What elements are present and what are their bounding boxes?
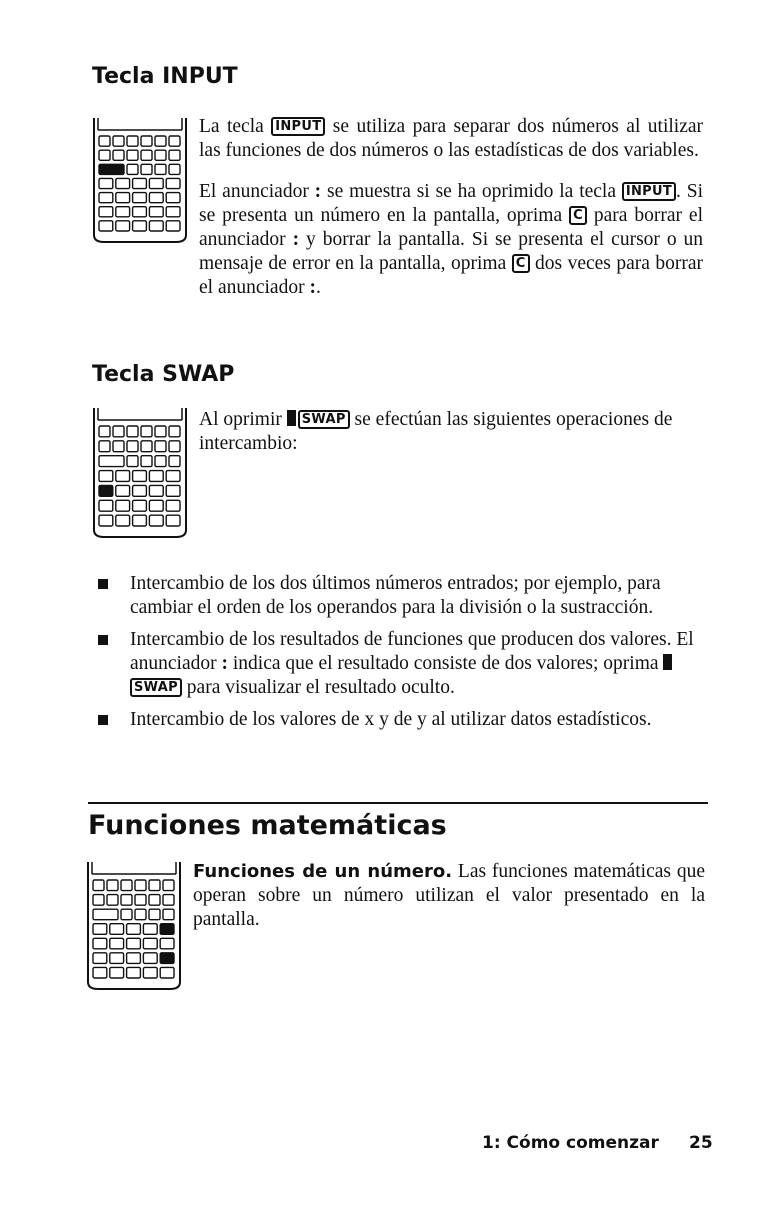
swap-key-icon: SWAP (130, 678, 182, 697)
section-title-math: Funciones matemáticas (88, 810, 447, 841)
annunciator-symbol: : (221, 653, 229, 674)
text: Intercambio de los valores de x y de y al utilizar datos estadísticos. (130, 709, 652, 730)
annunciator-symbol: : (314, 181, 322, 202)
calculator-keyboard-icon (86, 862, 182, 990)
section-title-swap: Tecla SWAP (92, 362, 235, 387)
text: . Si se presenta un número en la pantalla, oprima (199, 181, 704, 226)
subsection-title: Funciones de un número. (193, 861, 453, 882)
swap-key-icon: SWAP (298, 410, 350, 429)
text: . (315, 277, 321, 298)
text: dos veces para borrar el anunciador (199, 253, 703, 298)
section-title-input: Tecla INPUT (92, 64, 238, 89)
text: Intercambio de los resultados de funciones que producen dos valores. El anunciador (130, 629, 694, 674)
swap-bullet-list (98, 572, 706, 740)
shift-key-icon (663, 654, 672, 670)
list-item (98, 708, 706, 732)
text: Intercambio de los dos últimos números entrados; por ejemplo, para cambiar el orden de los operandos para la división o la sustracción. (130, 573, 661, 618)
section-divider (88, 802, 708, 804)
math-paragraph-1 (193, 860, 705, 932)
list-item (98, 628, 706, 700)
annunciator-symbol: : (292, 229, 300, 250)
text: para borrar el anunciador (199, 205, 703, 250)
swap-text-block (199, 408, 679, 456)
text: indica que el resultado consiste de dos valores; oprima (232, 653, 659, 674)
square-bullet-icon (98, 715, 108, 725)
math-text-block (193, 860, 705, 932)
annunciator-symbol: : (309, 277, 316, 298)
text: para visualizar el resultado oculto. (186, 677, 455, 698)
text: se muestra si se ha oprimido la tecla (327, 181, 616, 202)
input-paragraph-1 (199, 115, 703, 163)
swap-paragraph-1 (199, 408, 679, 456)
square-bullet-icon (98, 635, 108, 645)
page-number: 25 (689, 1133, 713, 1153)
input-text-block (199, 115, 703, 300)
footer-chapter: 1: Cómo comenzar (482, 1133, 659, 1153)
input-paragraph-2 (199, 180, 703, 300)
square-bullet-icon (98, 579, 108, 589)
text: Al oprimir (199, 409, 282, 430)
text: Las funciones matemáticas que operan sobre un número utilizan el valor presentado en la pantalla. (193, 861, 705, 930)
input-key-icon: INPUT (622, 182, 676, 201)
shift-key-icon (287, 410, 296, 426)
clear-key-icon: C (569, 206, 587, 225)
text: se utiliza para separar dos números al utilizar las funciones de dos números o las estadísticas de dos variables. (199, 116, 704, 161)
text: y borrar la pantalla. Si se presenta el cursor o un mensaje de error en la pantalla, oprima (199, 229, 704, 274)
text: El anunciador (199, 181, 309, 202)
list-item (98, 572, 706, 620)
text: La tecla (199, 116, 264, 137)
input-key-icon: INPUT (271, 117, 325, 136)
calculator-keyboard-icon (92, 118, 188, 243)
calculator-keyboard-icon (92, 408, 188, 538)
text: se efectúan las siguientes operaciones de intercambio: (199, 409, 673, 454)
clear-key-icon: C (512, 254, 530, 273)
